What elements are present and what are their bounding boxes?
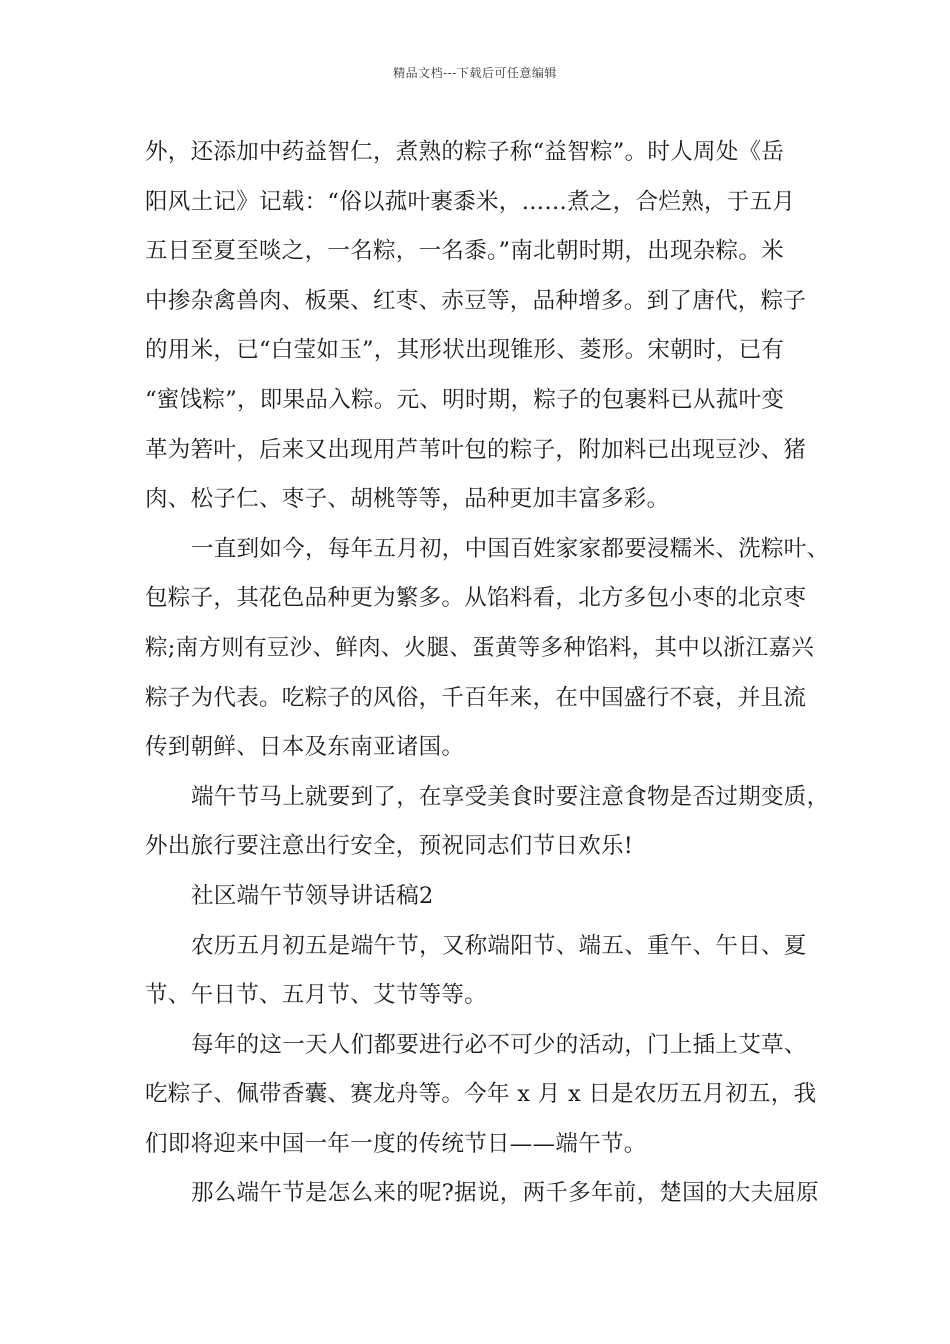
text-line: 节、午日节、五月节、艾节等等。 (145, 982, 488, 1009)
text-line: 的用米，已“白莹如玉”，其形状出现锥形、菱形。宋朝时，已有 (145, 337, 785, 364)
text-line: 包粽子，其花色品种更为繁多。从馅料看，北方多包小枣的北京枣 (145, 585, 807, 612)
paragraph (145, 1169, 819, 1219)
text-line: 那么端午节是怎么来的呢?据说，两千多年前，楚国的大夫屈原 (191, 1180, 819, 1207)
text-line: 粽子为代表。吃粽子的风俗，千百年来，在中国盛行不衰，并且流 (145, 684, 807, 711)
text-line: “蜜饯粽”，即果品入粽。元、明时期，粽子的包裹料已从菰叶变 (145, 386, 785, 413)
text-line: 每年的这一天人们都要进行必不可少的活动，门上插上艾草、 (191, 1031, 807, 1058)
text-line: 阳风土记》记载：“俗以菰叶裹黍米，……煮之，合烂熟，于五月 (145, 188, 796, 215)
paragraph (145, 773, 830, 872)
text-line: 端午节马上就要到了，在享受美食时要注意食物是否过期变质， (191, 783, 830, 810)
paragraph (145, 525, 830, 773)
text-line: 一直到如今，每年五月初，中国百姓家家都要浸糯米、洗粽叶、 (191, 535, 830, 562)
text-line: 们即将迎来中国一年一度的传统节日——端午节。 (145, 1130, 647, 1157)
text-line: 农历五月初五是端午节，又称端阳节、端五、重午、午日、夏 (191, 932, 807, 959)
document-body (145, 128, 830, 1219)
page-header: 精品文档---下载后可任意编辑 (393, 66, 557, 80)
text-line: 革为箬叶，后来又出现用芦苇叶包的粽子，附加料已出现豆沙、猪 (145, 436, 807, 463)
paragraph (145, 922, 810, 1021)
text-line: 外，还添加中药益智仁，煮熟的粽子称“益智粽”。时人周处《岳 (145, 139, 785, 165)
section-heading (145, 872, 810, 922)
heading-text: 社区端午节领导讲话稿2 (191, 882, 434, 909)
text-line: 粽;南方则有豆沙、鲜肉、火腿、蛋黄等多种馅料，其中以浙江嘉兴 (145, 634, 815, 661)
paragraph (145, 1021, 817, 1170)
paragraph (145, 128, 810, 525)
text-line: 吃粽子、佩带香囊、赛龙舟等。今年 x 月 x 日是农历五月初五，我 (145, 1081, 817, 1108)
text-line: 中掺杂禽兽肉、板栗、红枣、赤豆等，品种增多。到了唐代，粽子 (145, 287, 807, 314)
text-line: 五日至夏至啖之，一名粽，一名黍。”南北朝时期，出现杂粽。米 (145, 238, 784, 265)
text-line: 肉、松子仁、枣子、胡桃等等，品种更加丰富多彩。 (145, 486, 670, 513)
text-line: 传到朝鲜、日本及东南亚诸国。 (145, 734, 465, 761)
text-line: 外出旅行要注意出行安全，预祝同志们节日欢乐! (145, 833, 634, 860)
